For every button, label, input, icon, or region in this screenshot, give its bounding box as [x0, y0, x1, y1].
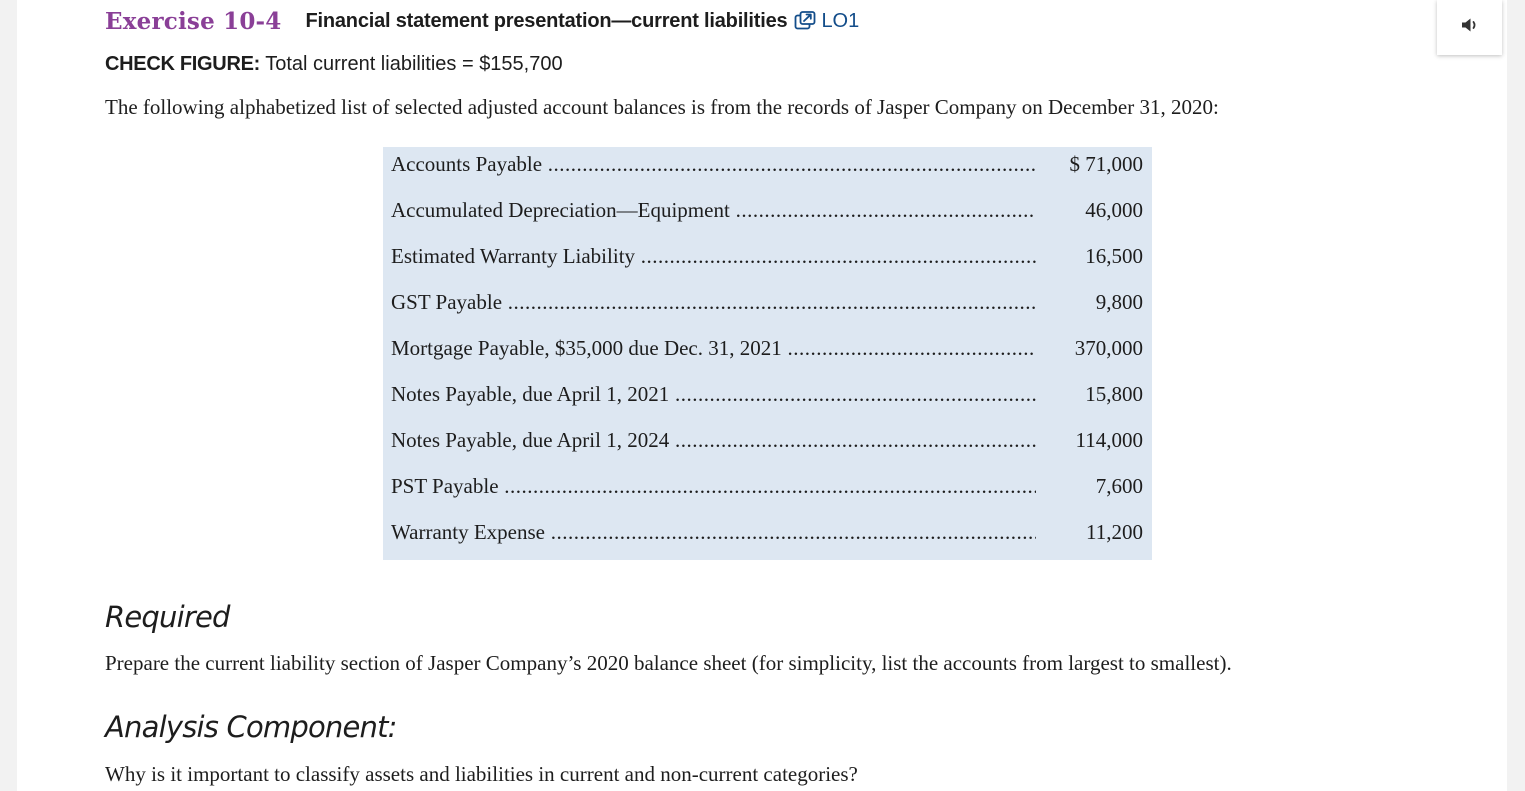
account-amount: 15,800: [1085, 382, 1143, 406]
external-link-icon[interactable]: [794, 11, 816, 31]
learning-objective-link[interactable]: LO1: [821, 9, 860, 32]
account-name: Notes Payable, due April 1, 2021 .....: [391, 382, 1036, 407]
account-amount: $ 71,000: [1069, 152, 1143, 176]
table-row: [391, 428, 1143, 458]
account-name: Warranty Expense .....: [391, 520, 1036, 545]
account-name: Accumulated Depreciation—Equipment .....: [391, 198, 1036, 223]
intro-text: The following alphabetized list of selected adjusted account balances is from the records of Jasper Company on December 31, 2020:: [105, 95, 1219, 119]
table-row: [391, 336, 1143, 366]
exercise-number: Exercise 10-4: [105, 7, 282, 35]
exercise-page: [17, 0, 1507, 791]
account-balances-table: [383, 147, 1152, 560]
required-heading: Required: [105, 600, 230, 634]
account-amount: 9,800: [1095, 290, 1143, 314]
account-name: Accounts Payable .....: [391, 152, 1036, 177]
table-row: [391, 198, 1143, 228]
analysis-heading: Analysis Component:: [105, 710, 397, 744]
account-amount: 11,200: [1086, 520, 1143, 544]
table-row: [391, 290, 1143, 320]
account-name: PST Payable .....: [391, 474, 1036, 499]
table-row: [391, 244, 1143, 274]
speaker-icon: [1461, 17, 1479, 38]
account-name: GST Payable .....: [391, 290, 1036, 315]
exercise-title: Financial statement presentation—current liabilities: [305, 9, 788, 32]
analysis-text: Why is it important to classify assets and liabilities in current and non-current categories?: [105, 762, 858, 786]
account-name: Mortgage Payable, $35,000 due Dec. 31, 2021 .....: [391, 336, 1036, 361]
account-amount: 114,000: [1075, 428, 1143, 452]
account-name: Estimated Warranty Liability .....: [391, 244, 1036, 269]
account-amount: 46,000: [1085, 198, 1143, 222]
table-row: [391, 474, 1143, 504]
table-row: [391, 520, 1143, 550]
check-figure: [105, 53, 563, 76]
check-figure-value: Total current liabilities = $155,700: [265, 53, 563, 75]
audio-button[interactable]: [1437, 0, 1502, 55]
account-amount: 16,500: [1085, 244, 1143, 268]
table-row: [391, 382, 1143, 412]
account-amount: 370,000: [1074, 336, 1143, 360]
exercise-header: [105, 6, 859, 36]
account-name: Notes Payable, due April 1, 2024 .....: [391, 428, 1036, 453]
check-figure-label: CHECK FIGURE:: [105, 53, 260, 75]
table-row: [391, 152, 1143, 182]
required-text: Prepare the current liability section of Jasper Company’s 2020 balance sheet (for simplicity, list the accounts from largest to smallest).: [105, 651, 1232, 675]
account-amount: 7,600: [1095, 474, 1143, 498]
